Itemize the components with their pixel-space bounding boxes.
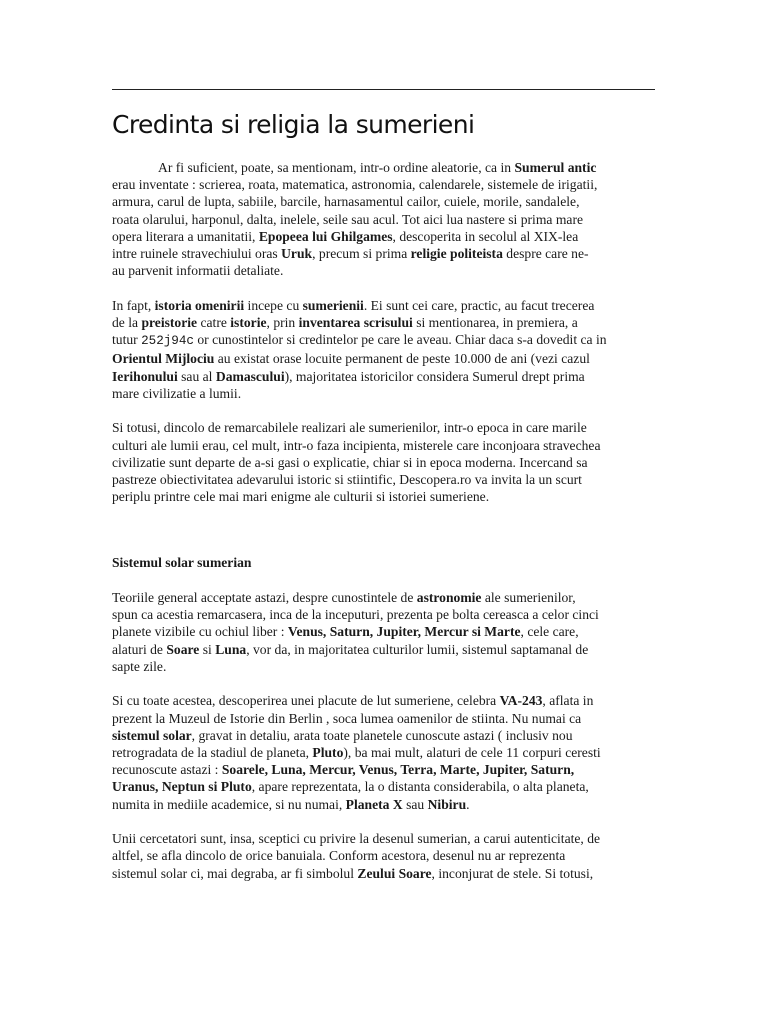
text-line: erau inventate : scrierea, roata, matematica, astronomia, calendarele, sistemele de irigatii,	[112, 177, 598, 193]
text-line: pastreze obiectivitatea adevarului istoric si stiintific, Descopera.ro va invita la un scurt	[112, 472, 582, 488]
paragraph-1	[112, 159, 660, 279]
text-line: roata olarului, harponul, dalta, inelele, seile sau acul. Tot aici lua nastere si prima mare	[112, 211, 584, 227]
top-rule	[112, 89, 655, 90]
paragraph-5	[112, 692, 660, 812]
text-line: civilizatie sunt departe de a-si gasi o explicatie, chiar si in epoca moderna. Incercand sa	[112, 454, 588, 470]
text-line: numita in mediile academice, si nu numai, Planeta X sau Nibiru.	[112, 796, 470, 812]
text-line: culturi ale lumii erau, cel mult, intr-o faza incipienta, misterele care inconjoara stravechea	[112, 437, 601, 453]
text-line: recunoscute astazi : Soarele, Luna, Mercur, Venus, Terra, Marte, Jupiter, Saturn,	[112, 762, 575, 778]
text-line: sistemul solar, gravat in detaliu, arata toate planetele cunoscute astazi ( inclusiv nou	[112, 727, 573, 743]
text-line: retrogradata de la stadiul de planeta, Pluto), ba mai mult, alaturi de cele 11 corpuri ceresti	[112, 745, 601, 761]
paragraph-2	[112, 297, 660, 402]
text-line: Unii cercetatori sunt, insa, sceptici cu privire la desenul sumerian, a carui autenticitate, de	[112, 831, 601, 847]
text-line: Si cu toate acestea, descoperirea unei placute de lut sumeriene, celebra VA-243, aflata in	[112, 693, 594, 709]
text-line: altfel, se afla dincolo de orice banuiala. Conform acestora, desenul nu ar reprezenta	[112, 848, 566, 864]
text-line: tutur 252j94c or cunostintelor si credintelor pe care le aveau. Chiar daca s-a dovedit ca in	[112, 332, 607, 349]
text-line: de la preistorie catre istorie, prin inventarea scrisului si mentionarea, in premiera, a	[112, 315, 578, 331]
paragraph-6	[112, 830, 660, 882]
text-line: armura, carul de lupta, sabiile, barcile, harnasamentul cailor, cuiele, morile, sandalele,	[112, 194, 580, 210]
text-line: periplu printre cele mai mari enigme ale culturii si istoriei sumeriene.	[112, 489, 490, 505]
text-line: Orientul Mijlociu au existat orase locuite permanent de peste 10.000 de ani (vezi cazul	[112, 351, 590, 367]
text-line: prezent la Muzeul de Istorie din Berlin , soca lumea oamenilor de stiinta. Nu numai ca	[112, 710, 582, 726]
text-line: au parvenit informatii detaliate.	[112, 263, 284, 279]
text-line: Ierihonului sau al Damascului), majoritatea istoricilor considera Sumerul drept prima	[112, 368, 585, 384]
text-line: sistemul solar ci, mai degraba, ar fi simbolul Zeului Soare, inconjurat de stele. Si totusi,	[112, 865, 594, 881]
document-body	[112, 159, 660, 882]
text-line: intre ruinele stravechiului oras Uruk, precum si prima religie politeista despre care ne-	[112, 246, 589, 262]
paragraph-4	[112, 589, 660, 675]
text-line: opera literara a umanitatii, Epopeea lui Ghilgames, descoperita in secolul al XIX-lea	[112, 228, 579, 244]
text-line: mare civilizatie a lumii.	[112, 385, 242, 401]
text-line: alaturi de Soare si Luna, vor da, in majoritatea culturilor lumii, sistemul saptamanal de	[112, 641, 589, 657]
section-heading: Sistemul solar sumerian	[112, 555, 252, 571]
text-line: Si totusi, dincolo de remarcabilele realizari ale sumerienilor, intr-o epoca in care marile	[112, 420, 587, 436]
text-line: Ar fi suficient, poate, sa mentionam, intr-o ordine aleatorie, ca in Sumerul antic	[158, 160, 597, 175]
paragraph-3	[112, 419, 660, 505]
page-title: Credinta si religia la sumerieni	[112, 110, 475, 139]
text-line: In fapt, istoria omenirii incepe cu sumerienii. Ei sunt cei care, practic, au facut trecerea	[112, 297, 595, 313]
text-line: Teoriile general acceptate astazi, despre cunostintele de astronomie ale sumerienilor,	[112, 590, 576, 606]
text-line: sapte zile.	[112, 658, 167, 674]
text-line: spun ca acestia remarcasera, inca de la inceputuri, prezenta pe bolta cereasca a celor cinci	[112, 607, 599, 623]
text-line: Uranus, Neptun si Pluto, apare reprezentata, la o distanta considerabila, o alta planeta,	[112, 779, 589, 795]
text-line: planete vizibile cu ochiul liber : Venus, Saturn, Jupiter, Mercur si Marte, cele care,	[112, 624, 579, 640]
